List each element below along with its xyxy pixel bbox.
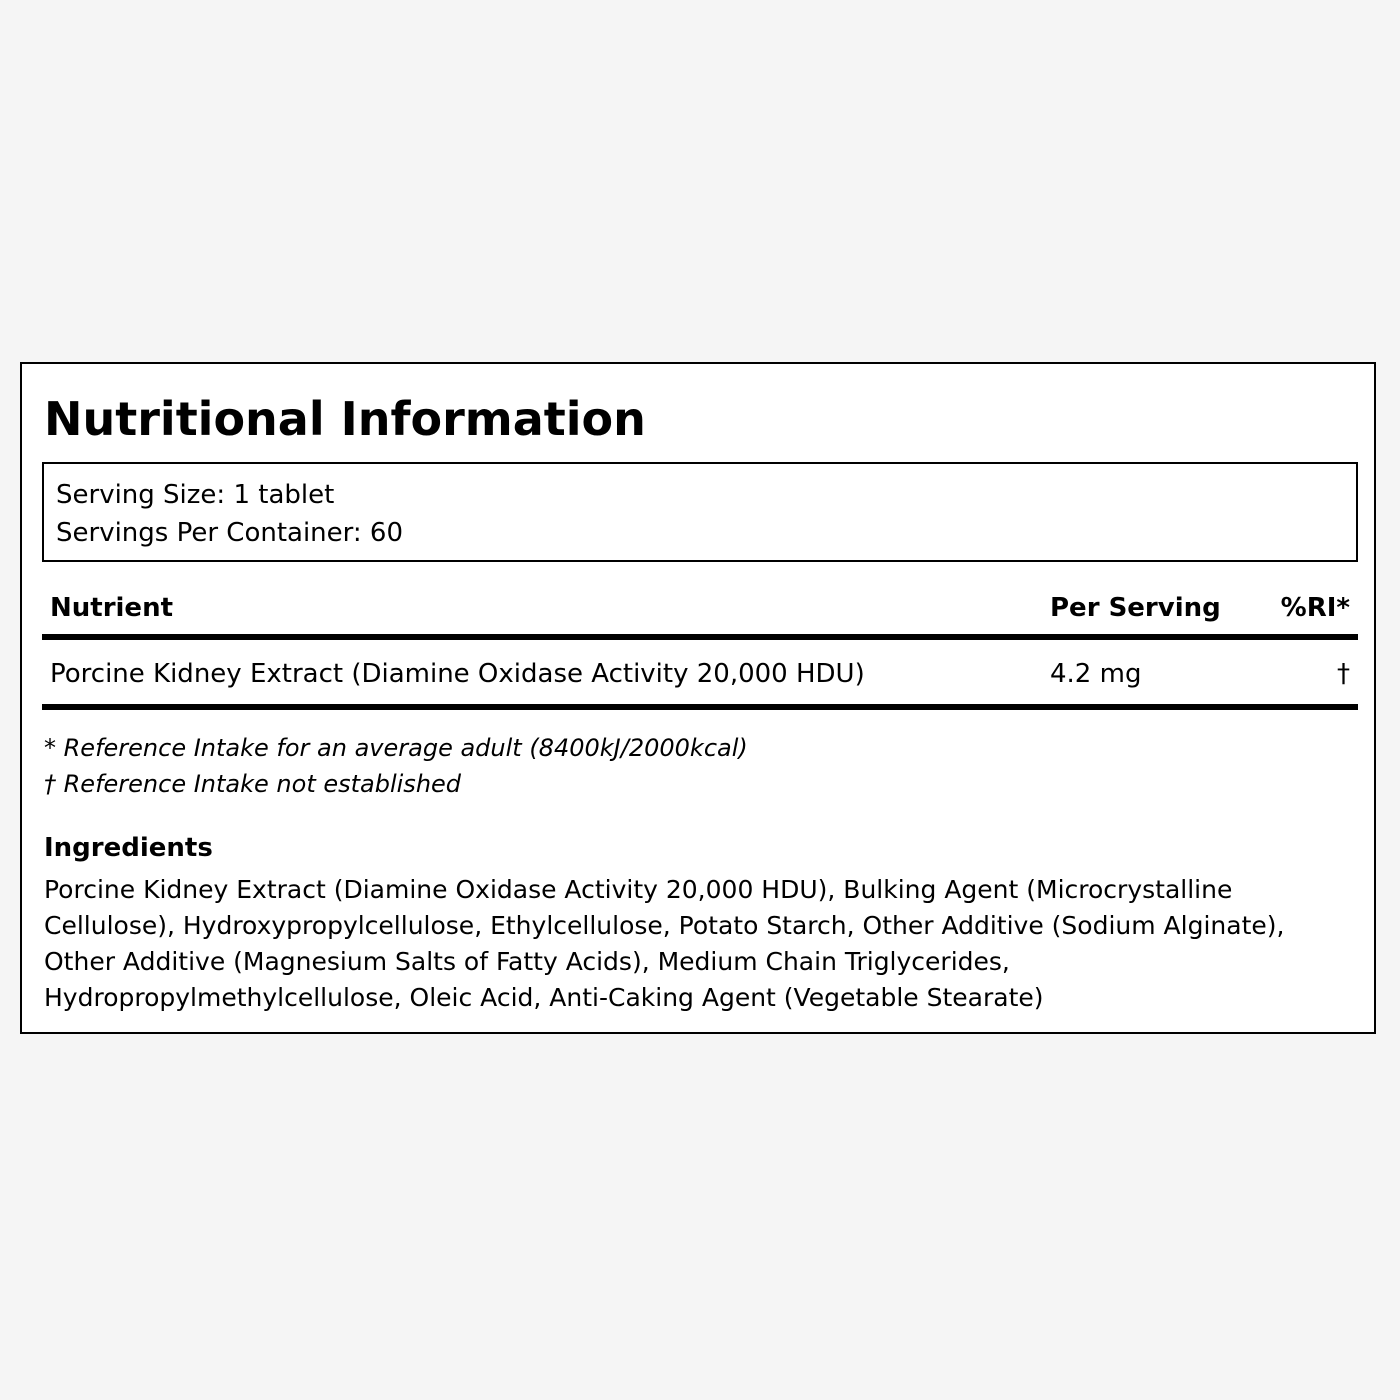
cell-nutrient: Porcine Kidney Extract (Diamine Oxidase Activity 20,000 HDU) (50, 659, 865, 689)
cell-per-serving: 4.2 mg (1050, 659, 1142, 689)
servings-per-container: Servings Per Container: 60 (56, 518, 404, 548)
header-per-serving: Per Serving (1050, 593, 1221, 623)
page-title: Nutritional Information (44, 392, 646, 446)
table-header (42, 582, 1358, 640)
footnote-not-established: † Reference Intake not established (44, 770, 462, 798)
header-nutrient: Nutrient (50, 593, 174, 623)
ingredients-list: Porcine Kidney Extract (Diamine Oxidase Activity 20,000 HDU), Bulking Agent (Microcrystalline Cellulose), Hydroxypropylcellulose, Ethylcellulose, Potato Starch, Other Additive (Sodium Alginate), Other Additive (Magnesium Salts of Fatty Acids), Medium Chain Triglycerides, Hydropropylmethylcellulose, Oleic Acid, Anti-Caking Agent (Vegetable Stearate) (44, 875, 1285, 1012)
footnotes (44, 730, 748, 802)
serving-size: Serving Size: 1 tablet (56, 480, 335, 510)
ingredients-heading: Ingredients (44, 833, 213, 863)
cell-ri: † (1337, 659, 1350, 689)
nutrient-table (42, 582, 1358, 710)
nutrition-panel (20, 362, 1376, 1034)
footnote-ri: * Reference Intake for an average adult (8400kJ/2000kcal) (44, 734, 748, 762)
header-ri: %RI* (1280, 593, 1350, 623)
serving-info-box (42, 462, 1358, 562)
table-row (42, 640, 1358, 710)
